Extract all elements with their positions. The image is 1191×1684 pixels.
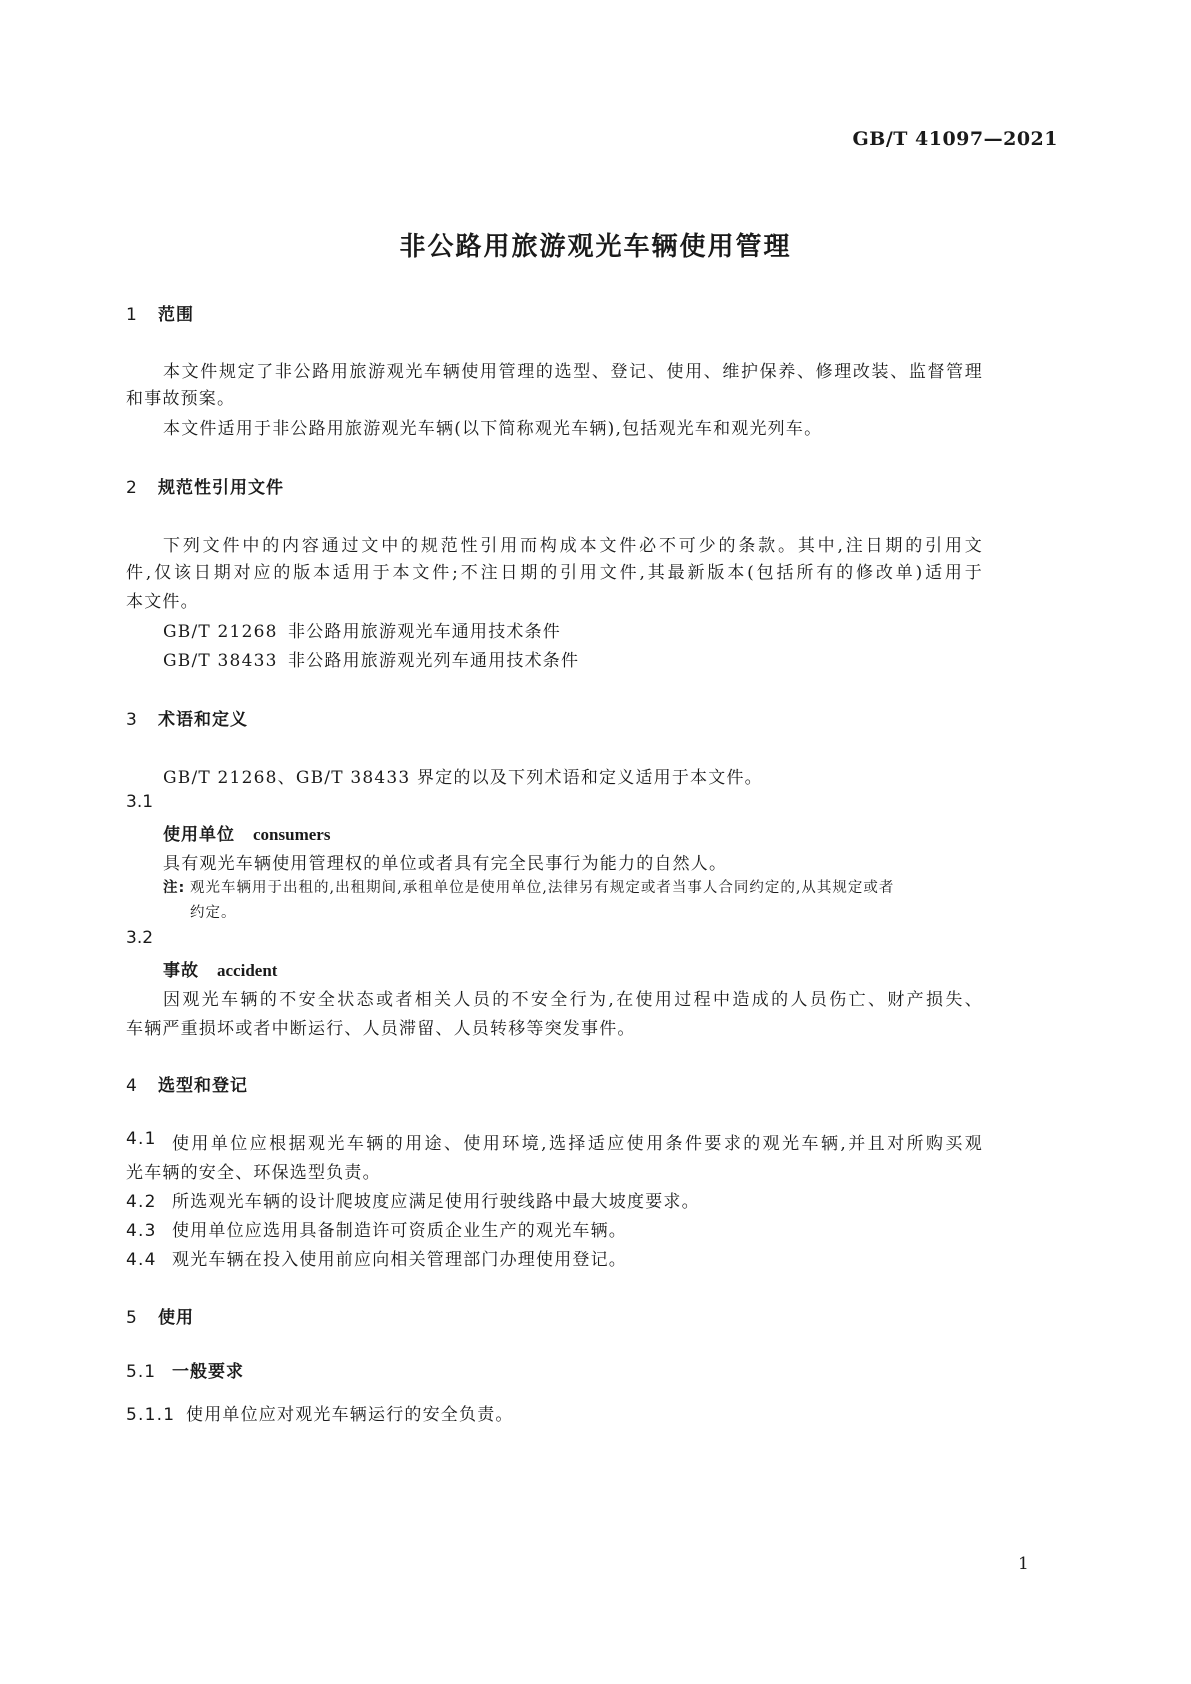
term-english: consumers xyxy=(253,825,331,844)
standard-number: GB/T 41097—2021 xyxy=(852,128,1058,150)
section-title: 使用 xyxy=(158,1308,194,1328)
clause-number: 4.4 xyxy=(126,1250,157,1270)
section-title: 范围 xyxy=(158,305,194,325)
clause-text: 使用单位应选用具备制造许可资质企业生产的观光车辆。 xyxy=(172,1221,627,1241)
section-1-heading xyxy=(126,300,194,325)
s1-paragraph-2: 本文件适用于非公路用旅游观光车辆(以下简称观光车辆),包括观光车和观光列车。 xyxy=(163,419,823,439)
clause-4-4 xyxy=(126,1245,627,1270)
term-3-2-definition-line-1: 因观光车辆的不安全状态或者相关人员的不安全行为,在使用过程中造成的人员伤亡、财产损失、 xyxy=(163,990,983,1010)
clause-text: 观光车辆在投入使用前应向相关管理部门办理使用登记。 xyxy=(172,1250,627,1270)
section-title: 选型和登记 xyxy=(158,1076,248,1096)
term-3-1-note-line-2: 约定。 xyxy=(190,905,237,921)
subsection-title: 一般要求 xyxy=(172,1362,244,1382)
reference-item xyxy=(163,646,579,671)
clause-number: 4.1 xyxy=(126,1129,157,1149)
section-number: 5 xyxy=(126,1308,138,1328)
section-4-heading xyxy=(126,1071,248,1096)
subsection-number: 5.1 xyxy=(126,1362,157,1382)
section-number: 1 xyxy=(126,305,138,325)
reference-title: 非公路用旅游观光列车通用技术条件 xyxy=(288,651,580,671)
clause-4-2 xyxy=(126,1187,700,1212)
clause-text: 使用单位应对观光车辆运行的安全负责。 xyxy=(186,1405,514,1425)
clause-number: 4.3 xyxy=(126,1221,157,1241)
term-3-2-number: 3.2 xyxy=(126,928,154,948)
term-3-1-number: 3.1 xyxy=(126,792,154,812)
term-3-1-definition: 具有观光车辆使用管理权的单位或者具有完全民事行为能力的自然人。 xyxy=(163,854,728,874)
section-number: 3 xyxy=(126,710,138,730)
reference-code: GB/T 38433 xyxy=(163,651,278,671)
reference-code: GB/T 21268 xyxy=(163,622,278,642)
term-3-1-note xyxy=(163,876,894,897)
s2-paragraph-line-3: 本文件。 xyxy=(126,592,199,612)
subsection-5-1-heading xyxy=(126,1357,244,1382)
reference-title: 非公路用旅游观光车通用技术条件 xyxy=(288,622,561,642)
term-3-1 xyxy=(163,820,330,845)
note-line-1: 观光车辆用于出租的,出租期间,承租单位是使用单位,法律另有规定或者当事人合同约定的,从其规定或者 xyxy=(190,880,895,896)
section-number: 2 xyxy=(126,478,138,498)
page-number: 1 xyxy=(1018,1554,1029,1574)
section-title: 规范性引用文件 xyxy=(158,478,284,498)
term-3-2 xyxy=(163,956,277,981)
term-chinese: 使用单位 xyxy=(163,825,235,845)
document-title: 非公路用旅游观光车辆使用管理 xyxy=(399,232,792,262)
section-number: 4 xyxy=(126,1076,138,1096)
section-title: 术语和定义 xyxy=(158,710,248,730)
s2-paragraph-line-2: 件,仅该日期对应的版本适用于本文件;不注日期的引用文件,其最新版本(包括所有的修改单)适用于 xyxy=(126,563,983,583)
clause-text-line-1: 使用单位应根据观光车辆的用途、使用环境,选择适应使用条件要求的观光车辆,并且对所购买观 xyxy=(172,1134,983,1154)
clause-4-1-line-2: 光车辆的安全、环保选型负责。 xyxy=(126,1163,381,1183)
s2-paragraph-line-1: 下列文件中的内容通过文中的规范性引用而构成本文件必不可少的条款。其中,注日期的引用文 xyxy=(163,536,983,556)
section-5-heading xyxy=(126,1303,194,1328)
reference-item xyxy=(163,617,561,642)
clause-number: 4.2 xyxy=(126,1192,157,1212)
term-chinese: 事故 xyxy=(163,961,199,981)
term-english: accident xyxy=(217,961,278,980)
s1-paragraph-1-line-2: 和事故预案。 xyxy=(126,389,236,409)
clause-4-1 xyxy=(126,1129,983,1154)
term-3-2-definition-line-2: 车辆严重损坏或者中断运行、人员滞留、人员转移等突发事件。 xyxy=(126,1019,636,1039)
section-3-heading xyxy=(126,705,248,730)
clause-4-3 xyxy=(126,1216,627,1241)
section-2-heading xyxy=(126,473,284,498)
clause-text: 所选观光车辆的设计爬坡度应满足使用行驶线路中最大坡度要求。 xyxy=(172,1192,700,1212)
s1-paragraph-1-line-1: 本文件规定了非公路用旅游观光车辆使用管理的选型、登记、使用、维护保养、修理改装、监督管理 xyxy=(163,362,983,382)
s3-intro: GB/T 21268、GB/T 38433 界定的以及下列术语和定义适用于本文件。 xyxy=(163,768,763,788)
note-label: 注: xyxy=(163,880,186,896)
clause-5-1-1 xyxy=(126,1400,514,1425)
clause-number: 5.1.1 xyxy=(126,1405,176,1425)
